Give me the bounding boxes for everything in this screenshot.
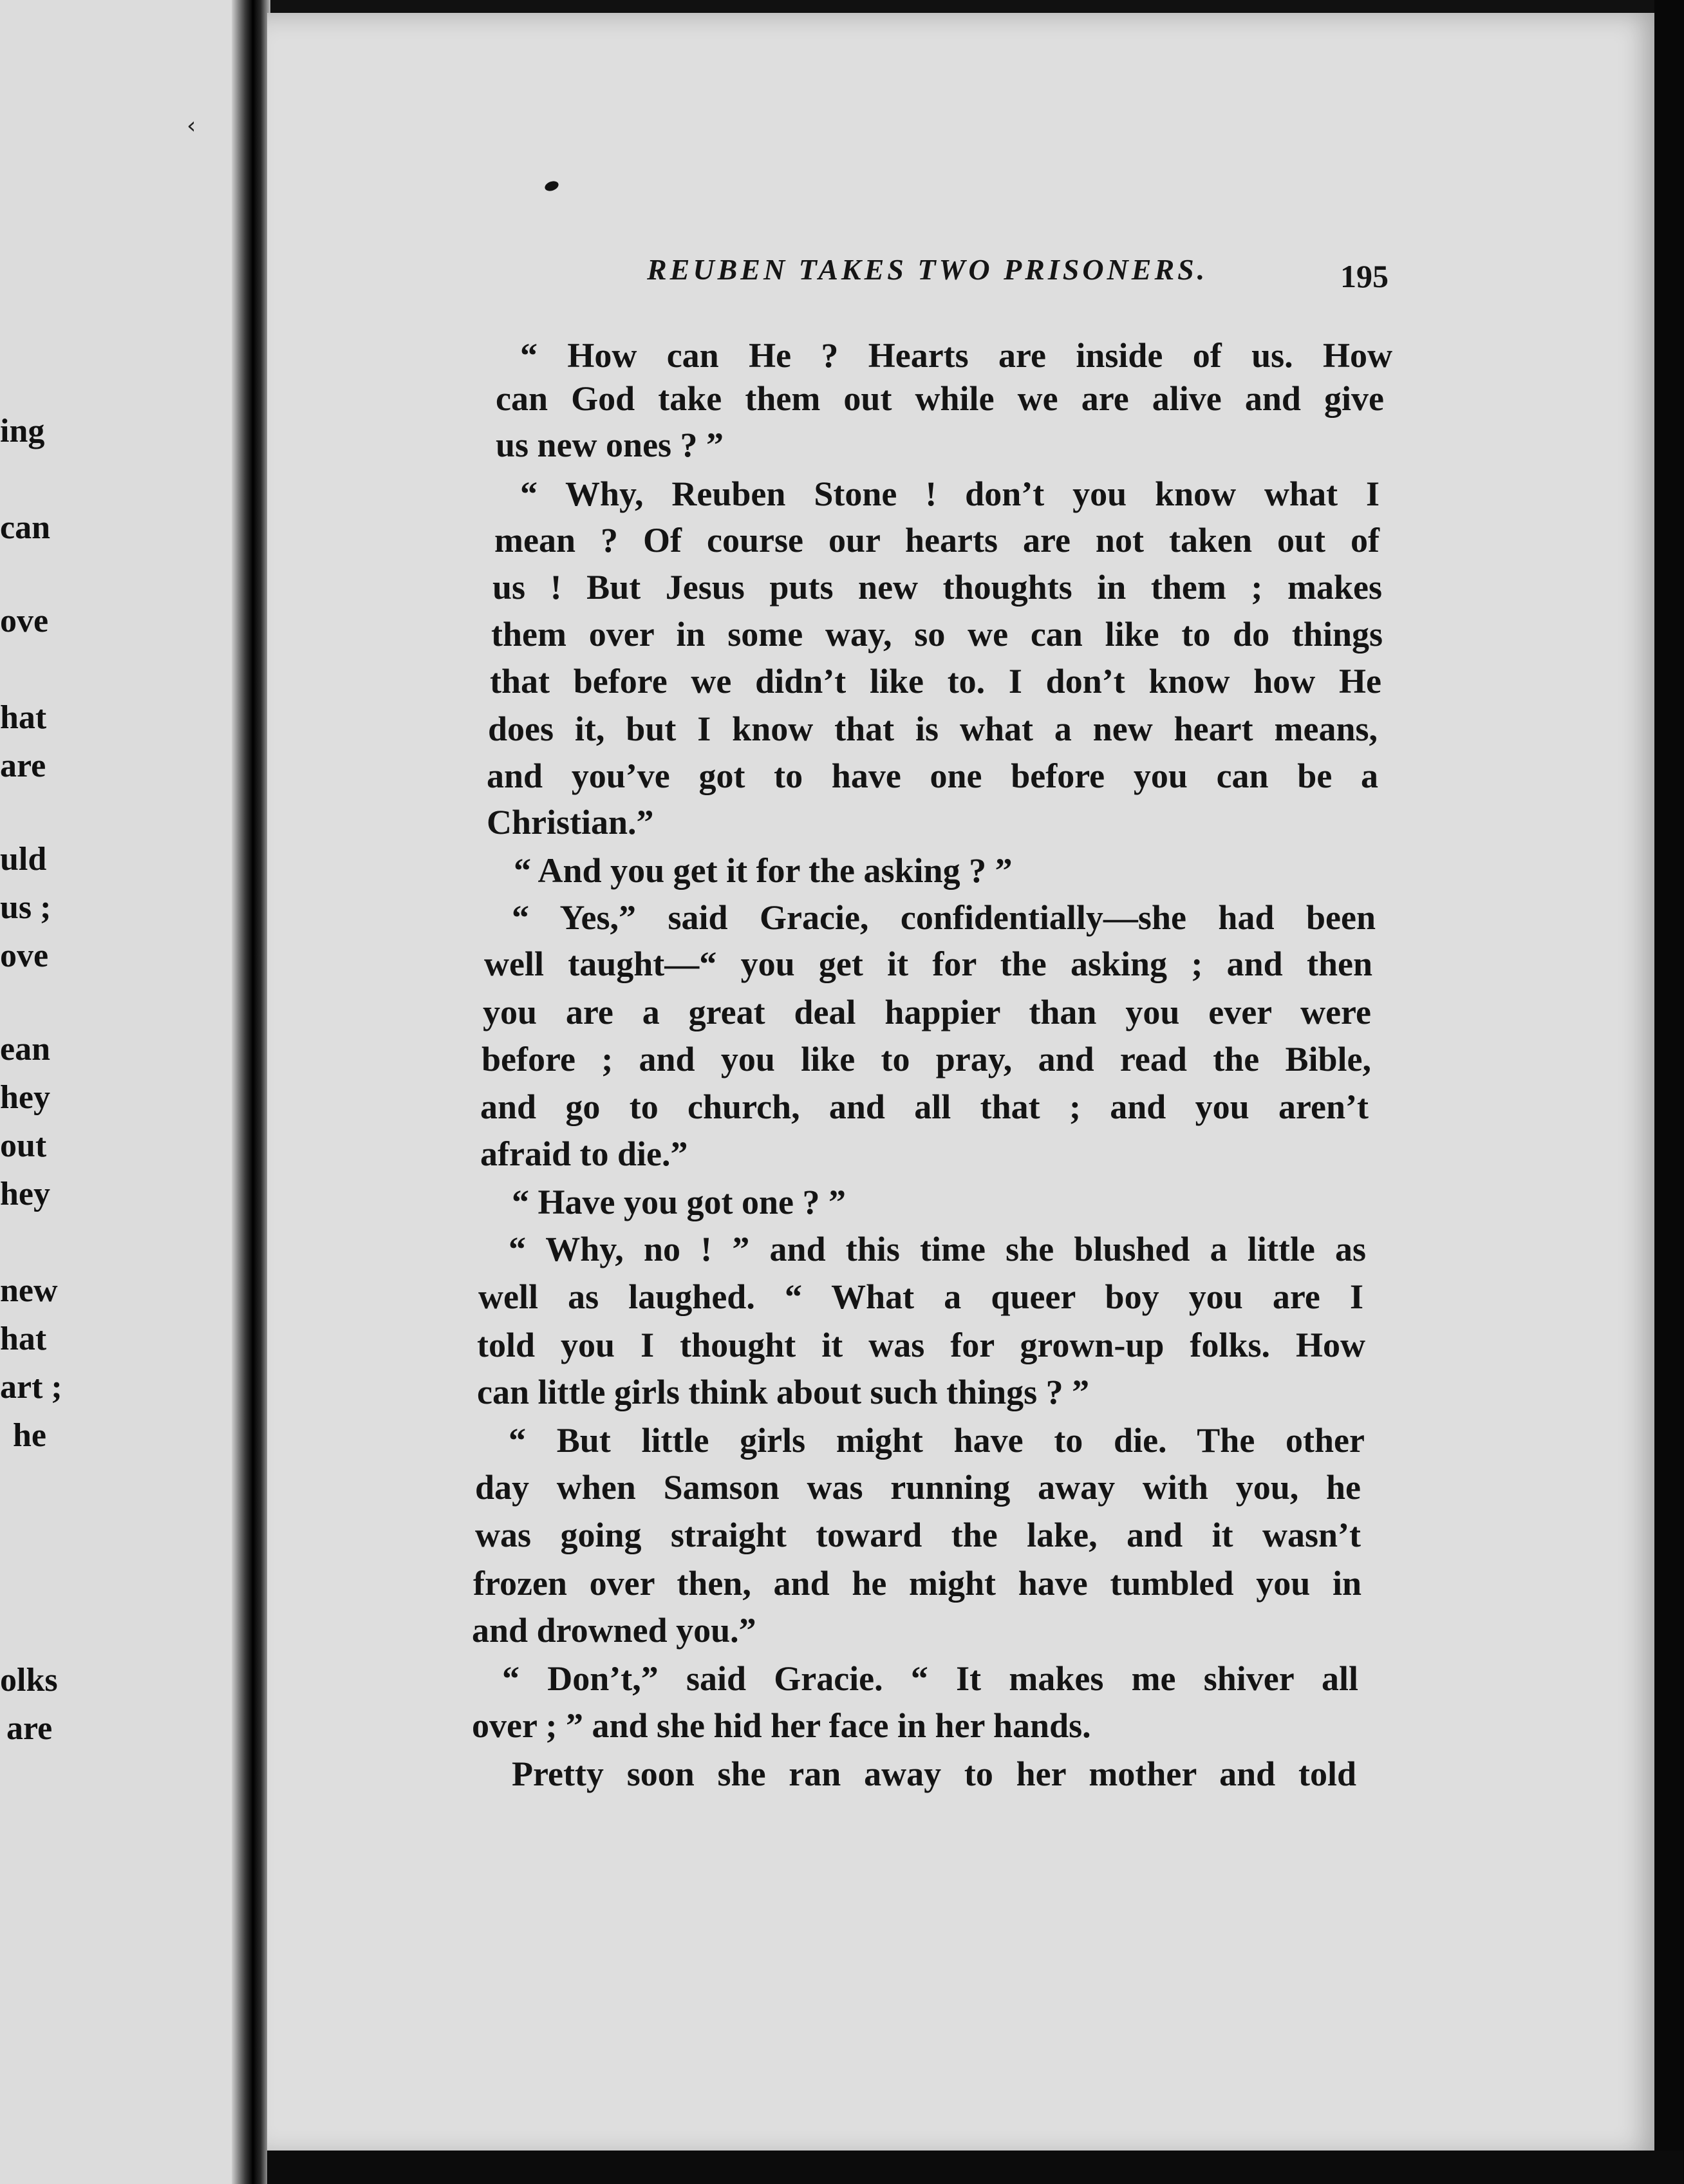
stray-mark: ‹ [187, 113, 196, 139]
previous-page-line-fragment: out [0, 1127, 47, 1164]
previous-page-line-fragment: are [0, 748, 46, 784]
text-line: and go to church, and all that ; and you aren’t [480, 1087, 1369, 1126]
text-line: us new ones ? ” [496, 426, 724, 464]
book-gutter [232, 0, 270, 2184]
text-line: “ Don’t,” said Gracie. “ It makes me shiver all [502, 1659, 1358, 1698]
text-line: over ; ” and she hid her face in her hands. [472, 1706, 1091, 1745]
text-line: Christian.” [487, 803, 654, 842]
previous-page-line-fragment: ean [0, 1031, 50, 1068]
page-edge-shadow [1654, 0, 1684, 2184]
text-line: can little girls think about such things ? ” [477, 1373, 1090, 1411]
previous-page-line-fragment: can [0, 509, 50, 546]
text-line: “ And you get it for the asking ? ” [514, 851, 1013, 890]
text-line: “ But little girls might have to die. The other [509, 1421, 1365, 1460]
previous-page-fragment [0, 0, 245, 2184]
text-line: us ! But Jesus puts new thoughts in them ; makes [492, 568, 1382, 607]
text-line: “ How can He ? Hearts are inside of us. How [520, 336, 1392, 375]
previous-page-line-fragment: uld [0, 841, 47, 878]
text-line: does it, but I know that is what a new heart means, [488, 710, 1378, 748]
previous-page-line-fragment: ing [0, 413, 45, 449]
previous-page-line-fragment: he [13, 1417, 46, 1454]
text-line: mean ? Of course our hearts are not taken out of [494, 521, 1380, 560]
text-line: frozen over then, and he might have tumbled you in [473, 1564, 1361, 1603]
previous-page-line-fragment: new [0, 1272, 58, 1309]
text-line: told you I thought it was for grown-up folks. How [477, 1326, 1365, 1364]
text-line: “ Why, Reuben Stone ! don’t you know what I [520, 475, 1380, 513]
text-line: before ; and you like to pray, and read the Bible, [482, 1040, 1371, 1078]
previous-page-line-fragment: hat [0, 699, 47, 736]
previous-page-line-fragment: hey [0, 1176, 50, 1212]
text-line: well as laughed. “ What a queer boy you are I [478, 1277, 1363, 1316]
previous-page-line-fragment: hey [0, 1079, 50, 1116]
previous-page-line-fragment: art ; [0, 1369, 62, 1406]
previous-page-line-fragment: olks [0, 1662, 58, 1699]
text-line: was going straight toward the lake, and it wasn’t [475, 1516, 1361, 1554]
page-bottom-shadow [267, 2151, 1683, 2184]
page-number: 195 [1340, 258, 1389, 294]
text-line: “ Have you got one ? ” [512, 1183, 846, 1221]
text-line: “ Yes,” said Gracie, confidentially—she had been [512, 898, 1376, 937]
previous-page-line-fragment: us ; [0, 889, 51, 926]
text-line: afraid to die.” [480, 1134, 688, 1173]
text-line: well taught—“ you get it for the asking ; and then [484, 945, 1372, 983]
previous-page-line-fragment: ove [0, 603, 49, 639]
book-page [267, 13, 1664, 2157]
text-line: can God take them out while we are alive and give [496, 379, 1384, 418]
text-line: “ Why, no ! ” and this time she blushed a little as [509, 1230, 1366, 1268]
text-line: them over in some way, so we can like to do things [491, 615, 1383, 654]
running-head: REUBEN TAKES TWO PRISONERS. [647, 253, 1208, 286]
text-line: you are a great deal happier than you ever were [483, 993, 1371, 1031]
previous-page-line-fragment: are [6, 1710, 53, 1747]
previous-page-line-fragment: hat [0, 1321, 47, 1357]
previous-page-line-fragment: ove [0, 937, 49, 974]
text-line: day when Samson was running away with you, he [475, 1468, 1361, 1507]
text-line: and drowned you.” [472, 1611, 756, 1650]
text-line: that before we didn’t like to. I don’t know how He [490, 662, 1381, 701]
text-line: Pretty soon she ran away to her mother and told [512, 1755, 1356, 1793]
text-line: and you’ve got to have one before you can be a [487, 757, 1378, 795]
